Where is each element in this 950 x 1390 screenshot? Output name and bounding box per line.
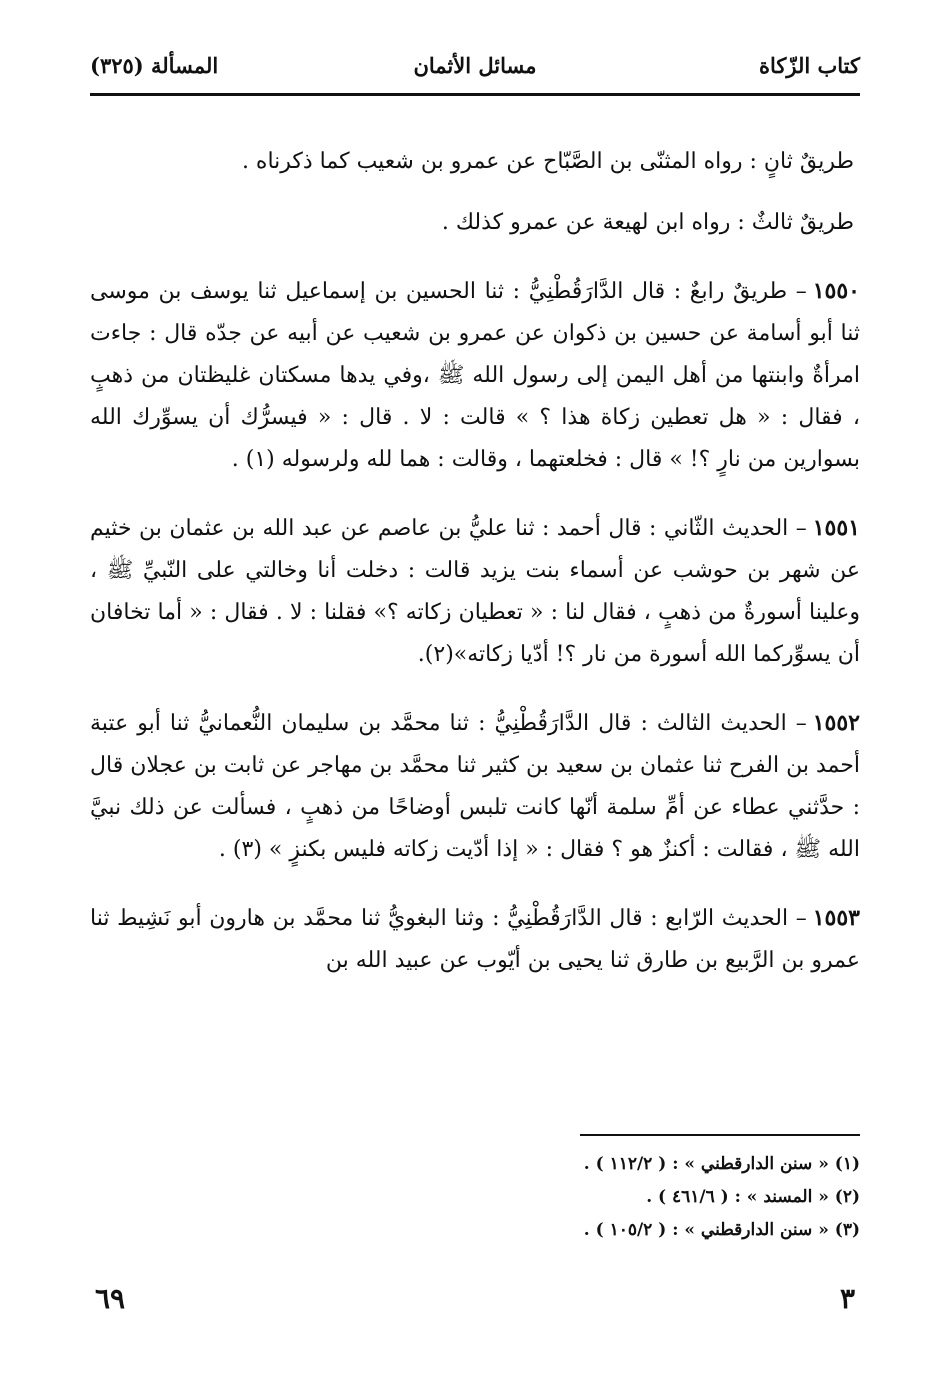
paragraph-text: طريقٌ ثانٍ : رواه المثنّى بن الصَّبّاح عن عمرو بن شعيب كما ذكرناه .	[241, 149, 854, 174]
paragraph	[90, 140, 860, 183]
footnote-rule	[580, 1134, 860, 1136]
footnote: (٣) « سنن الدارقطني » : ( ١٠٥/٢ ) .	[583, 1220, 860, 1240]
footnotes	[90, 1148, 860, 1247]
paragraph	[90, 201, 860, 244]
paragraph	[90, 270, 860, 481]
paragraph-text: – طريقٌ رابعٌ : قال الدَّارَقُطْنِيُّ : ثنا الحسين بن إسماعيل ثنا يوسف بن موسى ثنا أبو أسامة عن حسين بن ذكوان عن عمرو بن شعيب عن أبيه عن جدّه قال : جاءت امرأةٌ وابنتها من أهل اليمن إلى رسول الله ﷺ ،وفي يدها مسكتان غليظتان من ذهبٍ ، فقال : « هل تعطين زكاة هذا ؟ » قالت : لا . قال : « فيسرُّك أن يسوِّرك الله بسوارين من نارٍ ؟! » قال : فخلعتهما ، وقالت : هما لله ولرسوله (١) .	[90, 279, 860, 472]
hadith-number: ١٥٥١	[812, 515, 860, 541]
hadith-number: ١٥٥٢	[812, 710, 860, 736]
header-issue-number: المسألة (٣٢٥)	[90, 53, 219, 78]
hadith-number: ١٥٥٠	[812, 278, 860, 304]
paragraph-text: – الحديث الرّابع : قال الدَّارَقُطْنِيُّ : وثنا البغويُّ ثنا محمَّد بن هارون أبو نَشِيط ثنا عمرو بن الرَّبيع بن طارق ثنا يحيى بن أيّوب عن عبيد الله بن	[90, 906, 860, 973]
paragraph-text: طريقٌ ثالثٌ : رواه ابن لهيعة عن عمرو كذلك .	[441, 210, 854, 235]
header-section-title: مسائل الأثمان	[413, 53, 537, 78]
page-number-right: ٣	[839, 1282, 855, 1315]
header-book-title: كتاب الزّكاة	[758, 53, 860, 78]
paragraph	[90, 702, 860, 871]
paragraph	[90, 507, 860, 676]
footnote: (١) « سنن الدارقطني » : ( ١١٢/٢ ) .	[583, 1154, 860, 1174]
paragraph-text: – الحديث الثالث : قال الدَّارَقُطْنِيُّ : ثنا محمَّد بن سليمان النُّعمانيُّ ثنا أبو عتبة أحمد بن الفرح ثنا عثمان بن سعيد بن كثير ثنا محمَّد بن مهاجر عن ثابت بن عجلان قال : حدَّثني عطاء عن أمِّ سلمة أنّها كانت تلبس أوضاحًا من ذهبٍ ، فسألت عن ذلك نبيَّ الله ﷺ ، فقالت : أكنزٌ هو ؟ فقال : « إذا أدّيت زكاته فليس بكنزٍ » (٣) .	[90, 711, 860, 862]
main-text	[90, 140, 860, 1008]
hadith-number: ١٥٥٣	[812, 905, 860, 931]
running-header	[90, 44, 860, 88]
page-number-left: ٦٩	[95, 1282, 126, 1315]
paragraph-text: – الحديث الثّاني : قال أحمد : ثنا عليُّ بن عاصم عن عبد الله بن عثمان بن خثيم عن شهر بن حوشب عن أسماء بنت يزيد قالت : دخلت أنا وخالتي على النّبيِّ ﷺ ، وعلينا أسورةٌ من ذهبٍ ، فقال لنا : « تعطيان زكاته ؟» فقلنا : لا . فقال : « أما تخافان أن يسوِّركما الله أسورة من نار ؟! أدّيا زكاته»(٢).	[90, 516, 860, 667]
paragraph	[90, 897, 860, 982]
footnote: (٢) « المسند » : ( ٤٦١/٦ ) .	[646, 1187, 860, 1207]
header-rule	[90, 93, 860, 96]
